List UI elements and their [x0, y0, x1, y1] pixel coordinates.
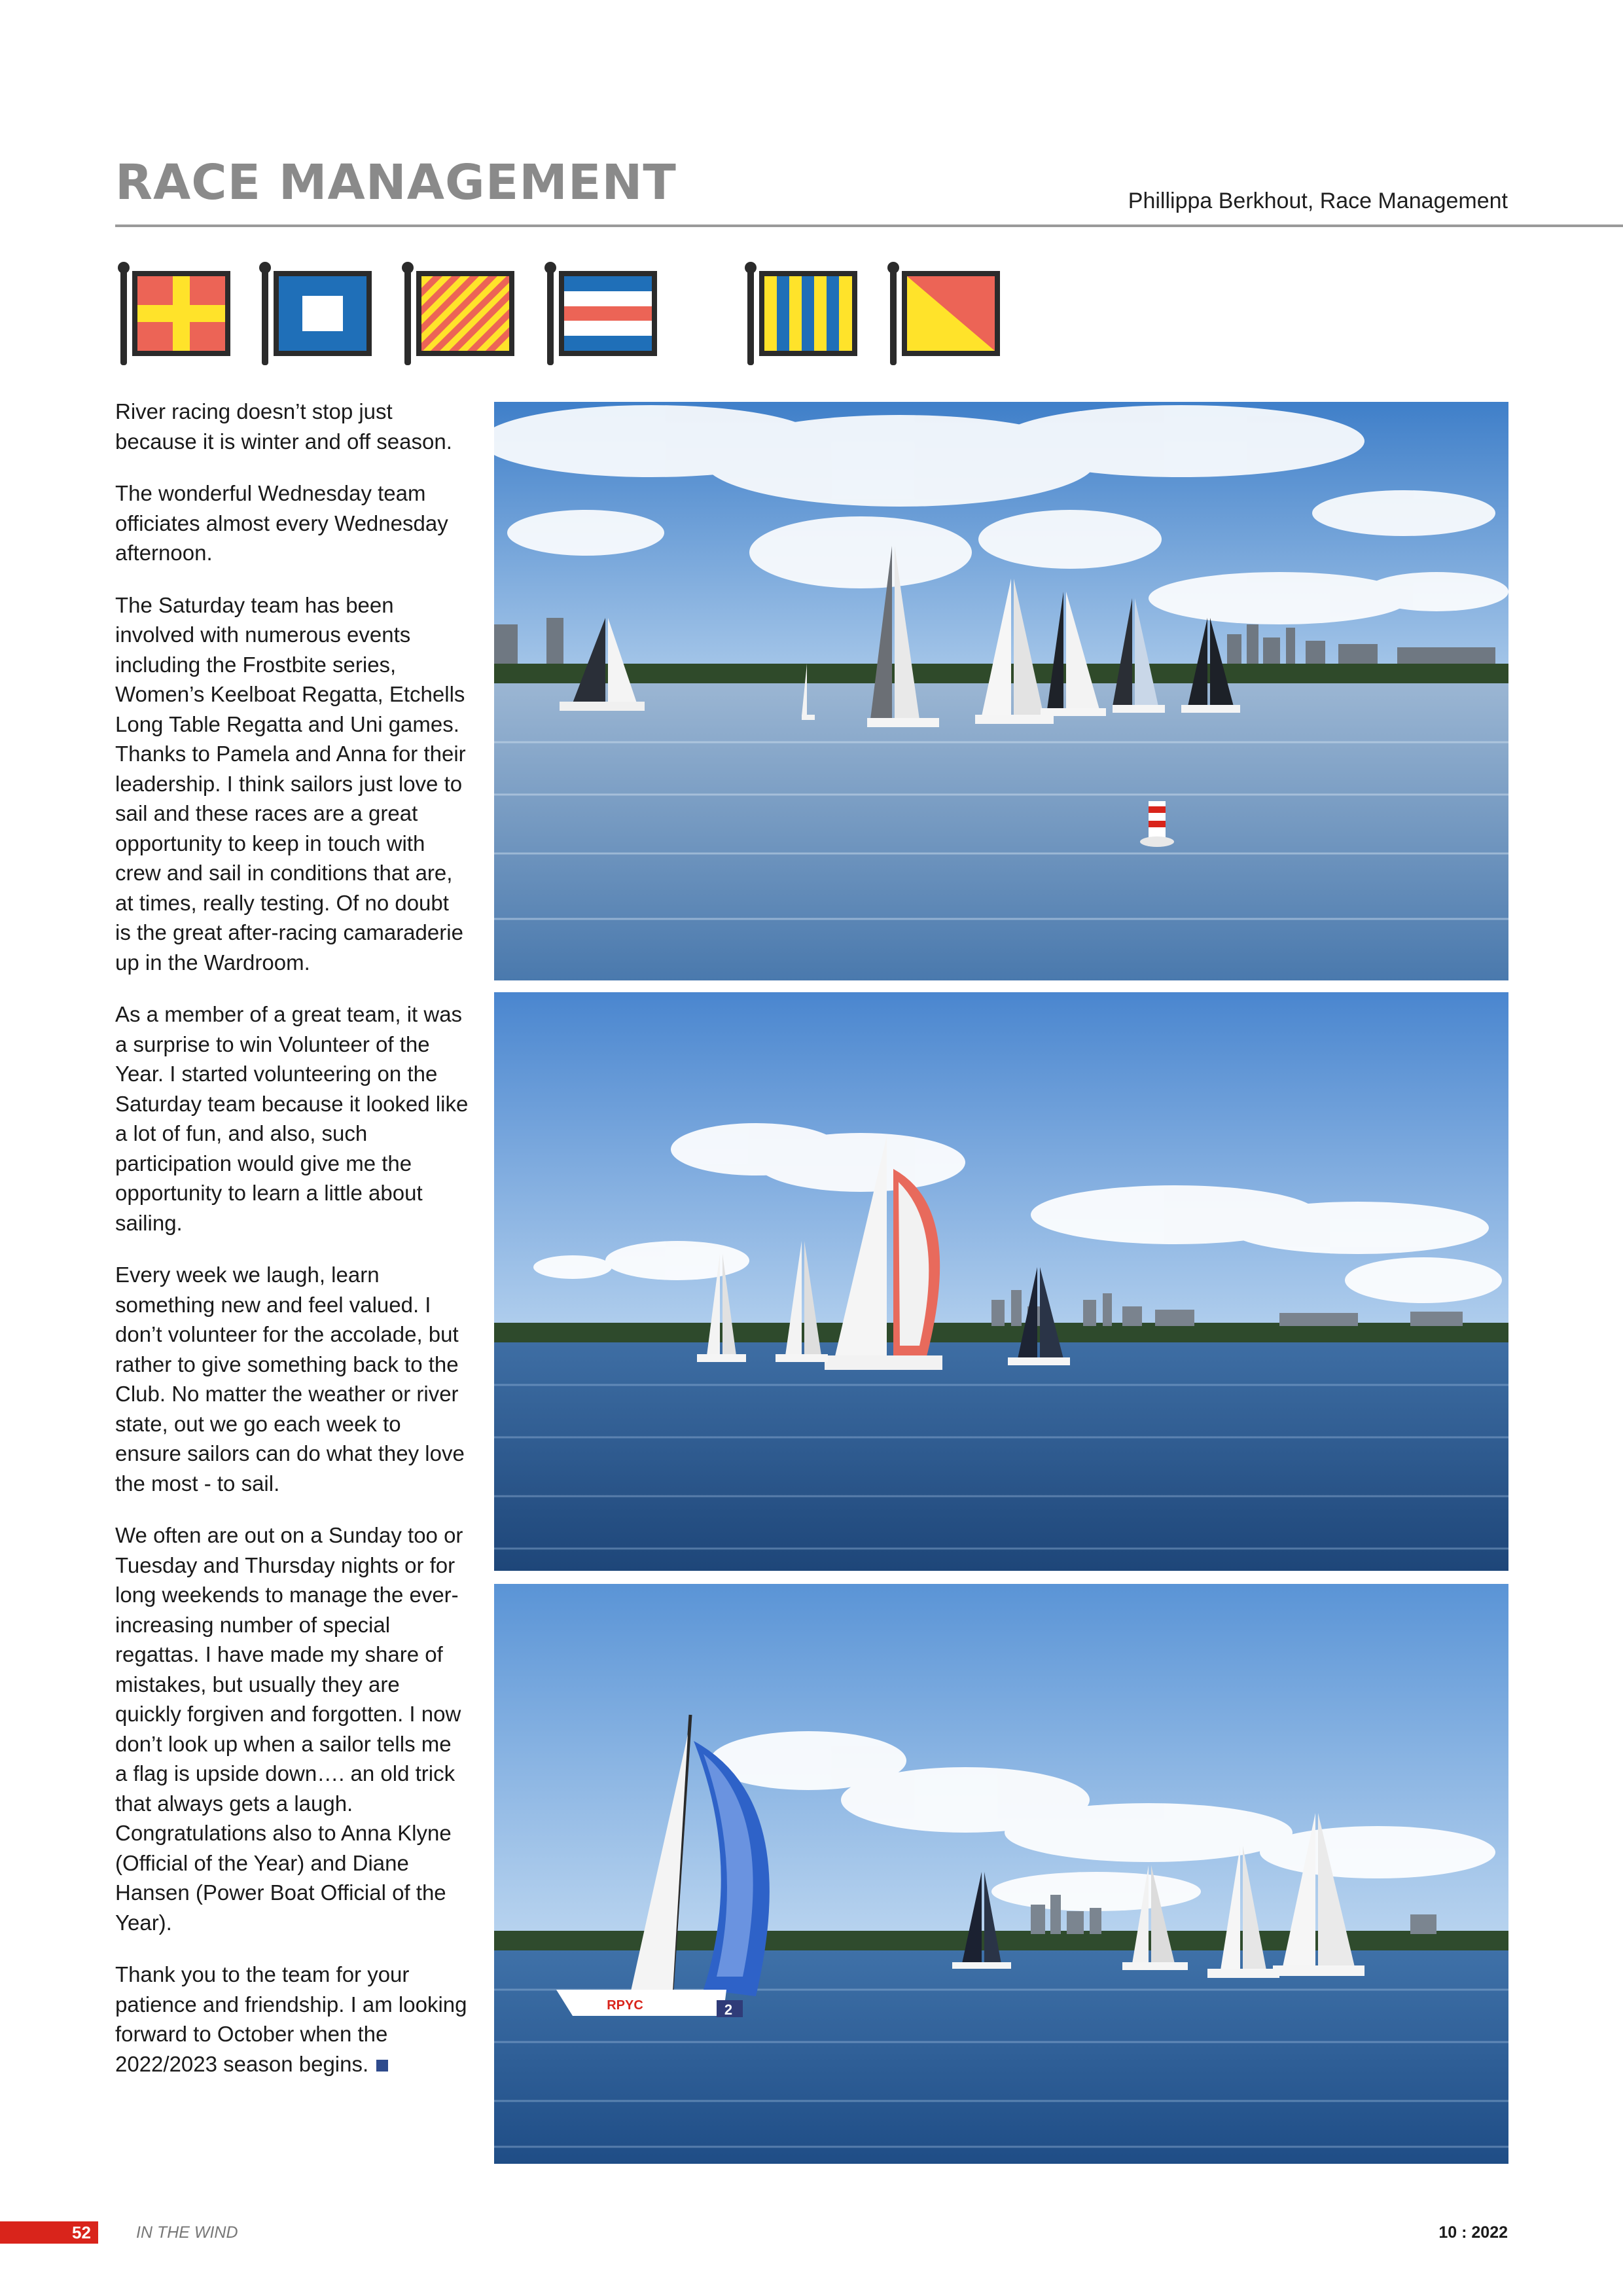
signal-flag-p-icon: [257, 262, 381, 367]
article-paragraph: The Saturday team has been involved with numerous events including the Frostbite series, Women’s Keelboat Regatta, Etchells Long Table Regatta and Uni games. Thanks to Pamela and Anna for their leadership. I think sailors just love to sail and these races are a great opportunity to keep in touch with crew and sail in conditions that are, at times, really testing. Of no doubt is the great after-racing camaraderie up in the Wardroom.: [115, 592, 466, 975]
magazine-name: IN THE WIND: [136, 2223, 238, 2242]
article-paragraph: River racing doesn’t stop just because it is winter and off season.: [115, 399, 452, 454]
article-paragraph: Every week we laugh, learn something new and feel valued. I don’t volunteer for the accolade, but rather to give something back to the Club. No matter the weather or river state, out we go each week to ensure sailors can do what they love the most - to sail.: [115, 1263, 465, 1496]
signal-flag-o-icon: [885, 262, 1009, 367]
page-number: 52: [72, 2223, 91, 2242]
signal-flag-y-icon: [399, 262, 524, 367]
photo-yachts-river-calm: [494, 402, 1508, 980]
photo-yachts-blue-spinnaker: [494, 1584, 1508, 2164]
article-paragraph-text: Thank you to the team for your patience and friendship. I am looking forward to October when the 2022/2023 season begins.: [115, 1962, 467, 2076]
article-body: [115, 397, 469, 2101]
signal-flag-r-icon: [115, 262, 240, 367]
photo-yachts-spinnaker-city: [494, 992, 1508, 1571]
header-divider: [115, 224, 1623, 227]
article-paragraph: We often are out on a Sunday too or Tuesday and Thursday nights or for long weekends to manage the ever-increasing number of special regattas. I have made my share of mistakes, but usually they are quickly forgiven and forgotten. I now don’t look up when a sailor tells me a flag is upside down…. an old trick that always gets a laugh. Congratulations also to Anna Klyne (Official of the Year) and Diane Hansen (Power Boat Official of the Year).: [115, 1523, 463, 1935]
hull-number: 2: [724, 2001, 733, 2018]
signal-flag-c-icon: [542, 262, 666, 367]
author-byline: Phillippa Berkhout, Race Management: [1128, 188, 1508, 213]
article-paragraph: The wonderful Wednesday team officiates almost every Wednesday afternoon.: [115, 481, 448, 565]
page-title: RACE MANAGEMENT: [115, 154, 677, 211]
signal-flag-g-icon: [742, 262, 866, 367]
article-paragraph-last: [115, 1960, 469, 2079]
article-paragraph: As a member of a great team, it was a surprise to win Volunteer of the Year. I started volunteering on the Saturday team because it looked like a lot of fun, and also, such participation would give me the opportunity to learn a little about sailing.: [115, 1002, 469, 1235]
hull-label: RPYC: [607, 1998, 643, 2013]
issue-date: 10 : 2022: [1438, 2223, 1508, 2242]
end-of-article-icon: [376, 2060, 388, 2072]
